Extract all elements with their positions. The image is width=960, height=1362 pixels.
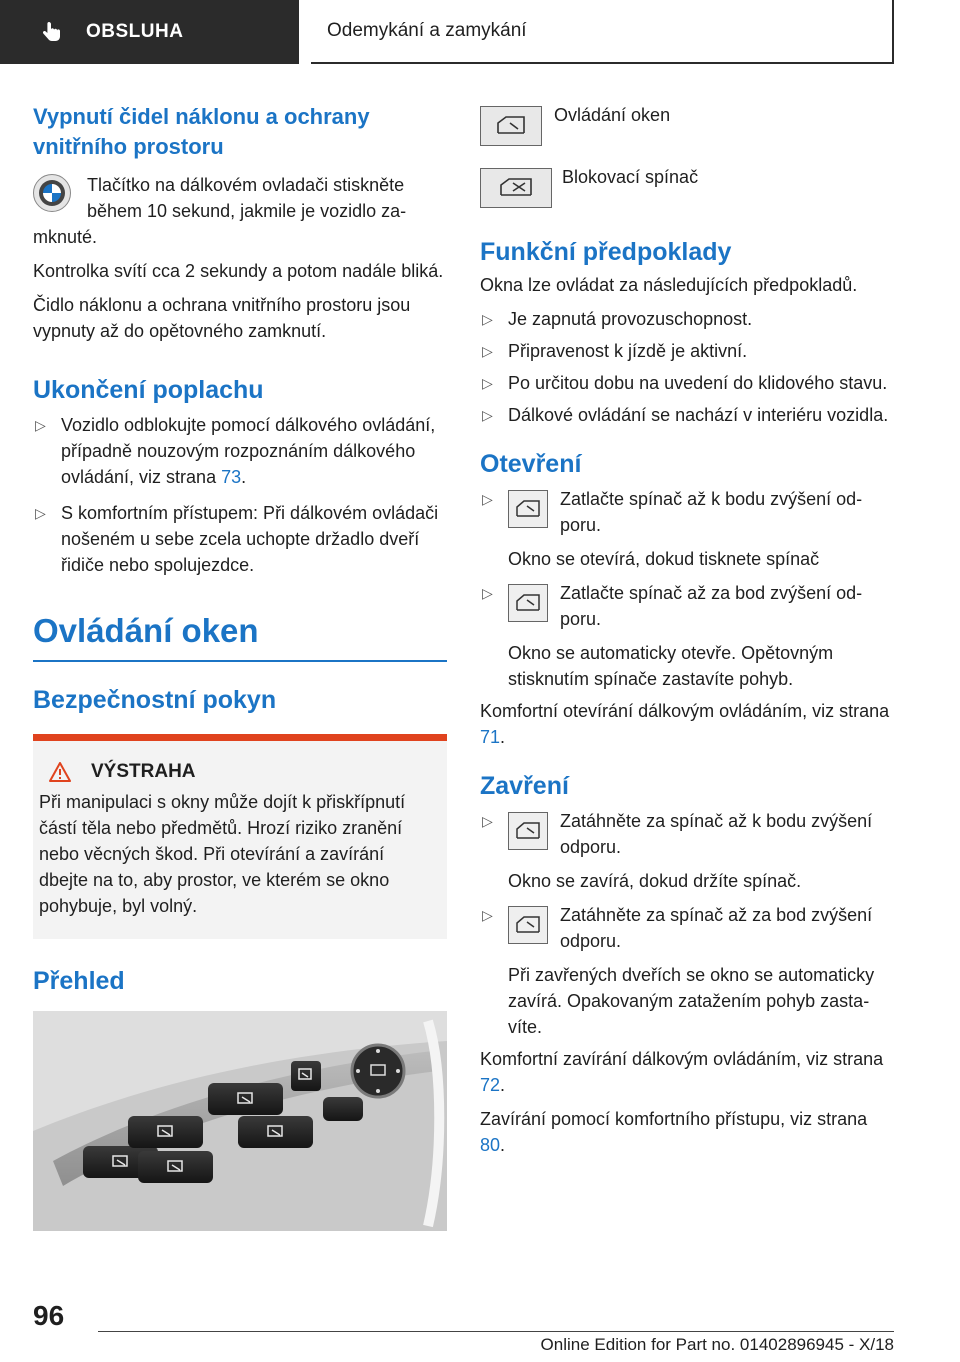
- hand-pointer-icon: [40, 20, 64, 44]
- bullet-triangle-icon: ▷: [482, 311, 493, 327]
- prereq-list: [480, 306, 894, 428]
- warning-title: VÝSTRAHA: [39, 761, 433, 783]
- window-switch-icon: [508, 906, 548, 944]
- bullet-triangle-icon: ▷: [482, 343, 493, 359]
- page-ref-link[interactable]: 72: [480, 1075, 501, 1095]
- open-steps: [480, 486, 894, 692]
- legend-lock-switch: [480, 168, 894, 208]
- list-item: ▷ Vozidlo odblokujte pomocí dálkového ovládání, případně nouzovým rozpoznáním dálkového ovládání, viz strana 73.: [33, 412, 447, 490]
- heading-end-alarm: Ukončení poplachu: [33, 376, 264, 404]
- list-item: ▷ Dálkové ovládání se nachází v interiéru vozidla.: [480, 402, 894, 428]
- remote-key-icon: [33, 174, 71, 212]
- footer-rule: [98, 1331, 894, 1332]
- bullet-triangle-icon: ▷: [482, 585, 493, 601]
- close-steps: [480, 808, 894, 1040]
- heading-windows: Ovládání oken: [33, 612, 259, 649]
- key-instruction: [33, 172, 447, 250]
- alarm-list: [33, 412, 447, 578]
- chapter-tab[interactable]: [0, 0, 299, 64]
- heading-rule: [33, 660, 447, 662]
- section-title-box: [311, 0, 894, 64]
- page-ref-link[interactable]: 80: [480, 1135, 501, 1155]
- chapter-label: OBSLUHA: [86, 21, 184, 42]
- bullet-triangle-icon: ▷: [482, 907, 493, 923]
- window-switch-icon: [508, 812, 548, 850]
- close-access-text: Zavírání pomocí komfortního přístupu, viz strana 80.: [480, 1109, 868, 1155]
- warning-triangle-icon: [49, 762, 71, 782]
- bullet-triangle-icon: ▷: [482, 407, 493, 423]
- edition-text: Online Edition for Part no. 01402896945 - X/18: [540, 1335, 894, 1354]
- bullet-triangle-icon: ▷: [482, 491, 493, 507]
- prereq-intro: Okna lze ovládat za následujících předpokladů.: [480, 275, 858, 295]
- legend-window-text: Ovládání oken: [554, 105, 671, 125]
- list-item: ▷ Zatlačte spínač až k bodu zvýšení odporu. Okno se otevírá, dokud tisknete spínač: [480, 486, 894, 572]
- window-switch-icon: [508, 584, 548, 622]
- heading-open: Otevření: [480, 450, 582, 478]
- list-item: ▷ Zatáhněte za spínač až za bod zvýšení odporu. Při zavřených dveřích se okno se automaticky zavírá. Opakovaným zatažením pohyb zastavíte.: [480, 902, 894, 1040]
- list-item: ▷ Po určitou dobu na uvedení do klidového stavu.: [480, 370, 894, 396]
- list-item: ▷ S komfortním přístupem: Při dálkovém ovládači nošeném u sebe zcela uchopte držadlo dveří řidiče nebo spolujezdce.: [33, 500, 447, 578]
- left-column: [33, 100, 447, 1231]
- page-ref-link[interactable]: 73: [221, 467, 242, 487]
- page-ref-link[interactable]: 71: [480, 727, 501, 747]
- bullet-triangle-icon: ▷: [482, 813, 493, 829]
- window-switch-icon: [508, 490, 548, 528]
- right-column: [480, 100, 894, 1158]
- key-instruction-text: Tlačítko na dálkovém ovladači stiskněte během 10 sekund, jakmile je vozidlo zamknuté.: [33, 175, 407, 247]
- list-item: ▷ Je zapnutá provozuschopnost.: [480, 306, 894, 332]
- bullet-triangle-icon: ▷: [35, 505, 46, 521]
- bullet-triangle-icon: ▷: [482, 375, 493, 391]
- close-comfort-text: Komfortní zavírání dálkovým ovládáním, viz strana 72.: [480, 1049, 884, 1095]
- door-panel-illustration: [33, 1011, 447, 1231]
- heading-tilt-sensors: Vypnutí čidel náklonu a ochrany vnitřního prostoru: [33, 104, 370, 159]
- legend-lock-text: Blokovací spínač: [562, 167, 699, 187]
- list-item: ▷ Připravenost k jízdě je aktivní.: [480, 338, 894, 364]
- window-switch-photo: [33, 1011, 447, 1231]
- open-comfort-text: Komfortní otevírání dálkovým ovládáním, viz strana 71.: [480, 701, 890, 747]
- legend-window-switch: [480, 106, 894, 146]
- heading-close: Zavření: [480, 772, 569, 800]
- heading-overview: Přehled: [33, 967, 125, 995]
- lock-switch-icon: [480, 168, 552, 208]
- bullet-triangle-icon: ▷: [35, 417, 46, 433]
- section-title: Odemykání a zamykání: [327, 20, 527, 41]
- warning-text: Při manipulaci s okny může dojít k přiskřípnutí částí těla nebo předmětů. Hrozí riziko zranění nebo věcných škod. Při otevírání a zavírání dbejte na to, aby prostor, ve kterém se okno pohybuje, byl volný.: [39, 792, 406, 916]
- window-switch-icon: [480, 106, 542, 146]
- list-item: ▷ Zatáhněte za spínač až k bodu zvýšení odporu. Okno se zavírá, dokud držíte spínač.: [480, 808, 894, 894]
- heading-safety: Bezpečnostní pokyn: [33, 686, 277, 714]
- sensors-text: Čidlo náklonu a ochrana vnitřního prostoru jsou vypnuty až do opětovného zamknutí.: [33, 295, 411, 341]
- heading-prerequisites: Funkční předpoklady: [480, 238, 732, 266]
- page-header: [0, 0, 960, 64]
- list-item: ▷ Zatlačte spínač až za bod zvýšení odporu. Okno se automaticky otevře. Opětovným stisknutím spínače zastavíte pohyb.: [480, 580, 894, 692]
- lamp-text: Kontrolka svítí cca 2 sekundy a potom nadále bliká.: [33, 261, 444, 281]
- warning-box: [33, 734, 447, 939]
- page-number: 96: [33, 1300, 65, 1331]
